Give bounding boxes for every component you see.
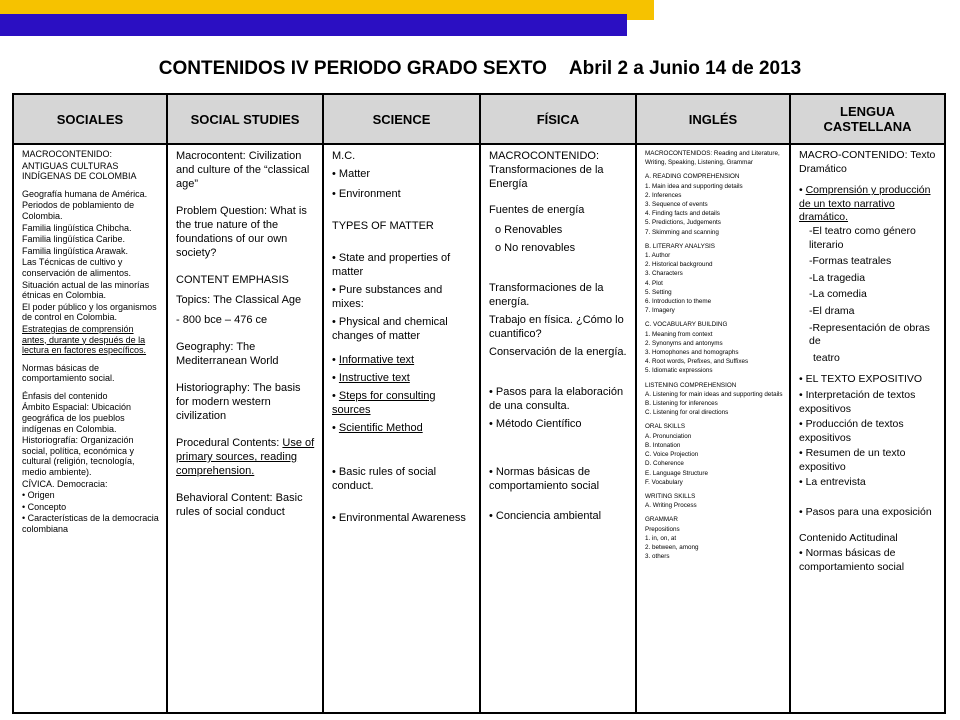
comprension-link-text: Comprensión y producción de un texto narrativo dramático. — [799, 184, 931, 224]
bullet: • — [332, 422, 339, 434]
list-item: E. Language Structure — [645, 469, 709, 477]
list-item: -Formas teatrales — [809, 255, 892, 268]
list-item: Normas básicas de comportamiento social. — [22, 362, 115, 384]
list-item: • La entrevista — [799, 476, 866, 489]
cell-science — [323, 144, 480, 713]
behavioral-text: Behavioral Content: Basic rules of social conduct — [176, 492, 303, 518]
list-item: 5. Idiomatic expressions — [645, 367, 713, 375]
header-ingles: INGLÉS — [636, 94, 790, 144]
list-item: Conservación de la energía. — [489, 346, 627, 358]
list-item: 7. Skimming and scanning — [645, 228, 719, 236]
list-item: C. Listening for oral directions — [645, 409, 729, 417]
historiography-text: Historiography: The basis for modern western civilization — [176, 382, 301, 422]
list-item: • Matter — [332, 168, 371, 180]
list-item — [332, 353, 473, 367]
list-item: A. Listening for main ideas and supporting details — [645, 390, 783, 398]
list-item: WRITING SKILLS — [645, 492, 696, 500]
list-item: A. Pronunciation — [645, 432, 692, 440]
list-item: MACROCONTENIDOS: Reading and Literature, Writing, Speaking, Listening, Grammar — [645, 150, 780, 167]
list-item: GRAMMAR — [645, 516, 678, 524]
procedural-label: Procedural Contents: — [176, 437, 283, 449]
cell-social-studies — [167, 144, 323, 713]
list-item: Situación actual de las minorías étnicas en Colombia. — [22, 279, 150, 301]
scientific-method-link: Scientific Method — [338, 422, 423, 434]
list-item: 1. in, on, at — [645, 534, 677, 542]
list-item: • Pure substances and mixes: — [332, 284, 443, 310]
list-item — [332, 371, 473, 385]
cell-sociales — [13, 144, 167, 713]
list-item: B. Intonation — [645, 441, 681, 449]
list-item: F. Vocabulary — [645, 478, 683, 486]
list-item: • Environment — [332, 188, 401, 200]
list-item: • Normas básicas de comportamiento social — [489, 466, 600, 492]
list-item: -La tragedia — [809, 271, 866, 284]
list-item: • Normas básicas de comportamiento social — [799, 547, 905, 573]
list-item: Las Técnicas de cultivo y conservación de alimentos. — [22, 257, 132, 278]
header-decor-blue-bar — [0, 14, 627, 36]
bullet: • — [332, 372, 339, 384]
list-item: C. VOCABULARY BUILDING — [645, 321, 728, 329]
procedural-text — [176, 436, 316, 478]
table-content-row — [13, 144, 945, 713]
list-item: • Physical and chemical changes of matter — [332, 316, 448, 342]
list-item — [332, 421, 473, 435]
header-fisica: FÍSICA — [480, 94, 636, 144]
list-item: ORAL SKILLS — [645, 423, 686, 431]
list-item: B. LITERARY ANALYSIS — [645, 242, 715, 250]
list-item: 5. Predictions, Judgements — [645, 219, 721, 227]
list-item: teatro — [813, 351, 840, 364]
cell-lengua-castellana — [790, 144, 945, 713]
list-item: El poder público y los organismos de control en Colombia. — [22, 301, 157, 323]
header-social-studies: SOCIAL STUDIES — [167, 94, 323, 144]
list-item: 5. Setting — [645, 288, 672, 296]
list-item: • Pasos para la elaboración de una consulta. — [489, 386, 624, 412]
list-item: 6. Introduction to theme — [645, 298, 712, 306]
list-item: 4. Root words, Prefixes, and Suffixes — [645, 358, 749, 366]
list-item: 1. Author — [645, 252, 671, 260]
list-item: M.C. — [332, 150, 356, 162]
content-emphasis-heading: CONTENT EMPHASIS — [176, 274, 289, 286]
list-item: Énfasis del contenido — [22, 390, 108, 401]
list-item: 3. Sequence of events — [645, 201, 708, 209]
list-item: Transformaciones de la energía. — [489, 282, 604, 308]
list-item — [799, 184, 938, 225]
list-item: • Producción de textos expositivos — [799, 418, 904, 444]
list-item: 2. Inferences — [645, 191, 682, 199]
list-item: 1. Meaning from context — [645, 330, 713, 338]
list-item: • State and properties of matter — [332, 252, 451, 278]
informative-text-link: Informative text — [338, 354, 415, 366]
list-item: • Características de la democracia colombiana — [22, 513, 159, 534]
list-item: -El drama — [809, 304, 855, 317]
cell-fisica — [480, 144, 636, 713]
bullet: • — [799, 184, 806, 197]
list-item: Prepositions — [645, 525, 680, 533]
list-item: 2. between, among — [645, 543, 699, 551]
list-item: 3. Characters — [645, 270, 683, 278]
list-item: CÍVICA. Democracia: — [22, 478, 108, 489]
title-dates: Abril 2 a Junio 14 de 2013 — [568, 58, 802, 79]
list-item: • Origen — [22, 490, 55, 501]
list-item: B. Listening for inferences — [645, 400, 718, 408]
steps-link: Steps for consulting sources — [332, 390, 436, 416]
list-item: 3. Homophones and homographs — [645, 349, 739, 357]
list-item: • Interpretación de textos expositivos — [799, 388, 916, 415]
instructive-text-link: Instructive text — [338, 372, 410, 384]
geography-text: Geography: The Mediterranean World — [176, 341, 279, 367]
list-item: 1. Main idea and supporting details — [645, 182, 743, 190]
list-item: Trabajo en física. ¿Cómo lo cuantifico? — [489, 314, 624, 340]
list-item: TYPES OF MATTER — [332, 220, 434, 232]
list-item: Familia lingüística Caribe. — [22, 234, 126, 245]
list-item: • Resumen de un texto expositivo — [799, 447, 906, 473]
macrocontent-text: Macrocontent: Civilization and culture of the “classical age” — [176, 150, 310, 190]
list-item: 2. Historical background — [645, 261, 713, 269]
header-science: SCIENCE — [323, 94, 480, 144]
list-item: o Renovables — [495, 224, 563, 236]
list-item: Familia lingüística Chibcha. — [22, 222, 132, 233]
list-item: Fuentes de energía — [489, 204, 585, 216]
list-item: 7. Imagery — [645, 307, 675, 315]
list-item: • Método Científico — [489, 418, 582, 430]
list-item: • Environmental Awareness — [332, 512, 466, 524]
list-item: C. Voice Projection — [645, 451, 699, 459]
list-item: Estrategias de comprensión antes, durante y después de la lectura en factores específicos. — [22, 323, 147, 356]
problem-question-text: Problem Question: What is the true nature of the foundations of our own society? — [176, 205, 307, 259]
list-item: Geografía humana de América. — [22, 188, 148, 199]
list-item: Contenido Actitudinal — [799, 531, 898, 544]
list-item: 4. Finding facts and details — [645, 210, 720, 218]
page-title — [0, 58, 960, 80]
list-item: Periodos de poblamiento de Colombia. — [22, 200, 135, 221]
list-item: A. Writing Process — [645, 502, 697, 510]
list-item: 4. Plot — [645, 279, 663, 287]
range-text: - 800 bce – 476 ce — [176, 314, 268, 326]
list-item: MACROCONTENIDO: — [22, 149, 112, 159]
list-item: A. READING COMPREHENSION — [645, 173, 740, 181]
list-item: Ámbito Espacial: Ubicación geográfica de los pueblos indígenas en Colombia. — [22, 402, 132, 434]
list-item: • Concepto — [22, 501, 67, 512]
list-item: MACRO-CONTENIDO: Texto Dramático — [799, 149, 936, 175]
list-item: LISTENING COMPREHENSION — [645, 381, 737, 389]
list-item — [332, 389, 473, 417]
list-item: • Basic rules of social conduct. — [332, 466, 437, 492]
bullet: • — [332, 354, 339, 366]
procedural-link-text: Use of primary sources, reading comprehension. — [176, 437, 315, 477]
header-lengua-castellana: LENGUA CASTELLANA — [790, 94, 945, 144]
list-item: Familia lingüística Arawak. — [22, 245, 129, 256]
list-item: D. Coherence — [645, 460, 684, 468]
list-item: -El teatro como género literario — [809, 224, 916, 251]
list-item: • Conciencia ambiental — [489, 510, 602, 522]
list-item: ANTIGUAS CULTURAS INDÍGENAS DE COLOMBIA — [22, 160, 137, 182]
cell-ingles — [636, 144, 790, 713]
list-item: o No renovables — [495, 242, 576, 254]
list-item: • EL TEXTO EXPOSITIVO — [799, 373, 923, 386]
list-item: -Representación de obras de — [809, 321, 930, 348]
table-header-row — [13, 94, 945, 144]
list-item: -La comedia — [809, 288, 867, 301]
title-main: CONTENIDOS IV PERIODO GRADO SEXTO — [158, 58, 547, 79]
contents-table — [12, 93, 946, 714]
topics-text: Topics: The Classical Age — [176, 294, 302, 306]
list-item: • Pasos para una exposición — [799, 506, 932, 519]
list-item: Historiografía: Organización social, política, económica y cultural (religión, tecnología, medio ambiente). — [22, 435, 135, 478]
header-sociales: SOCIALES — [13, 94, 167, 144]
list-item: 2. Synonyms and antonyms — [645, 339, 723, 347]
bullet: • — [332, 390, 339, 402]
list-item: MACROCONTENIDO: Transformaciones de la Energía — [489, 150, 604, 190]
list-item: 3. others — [645, 553, 670, 561]
